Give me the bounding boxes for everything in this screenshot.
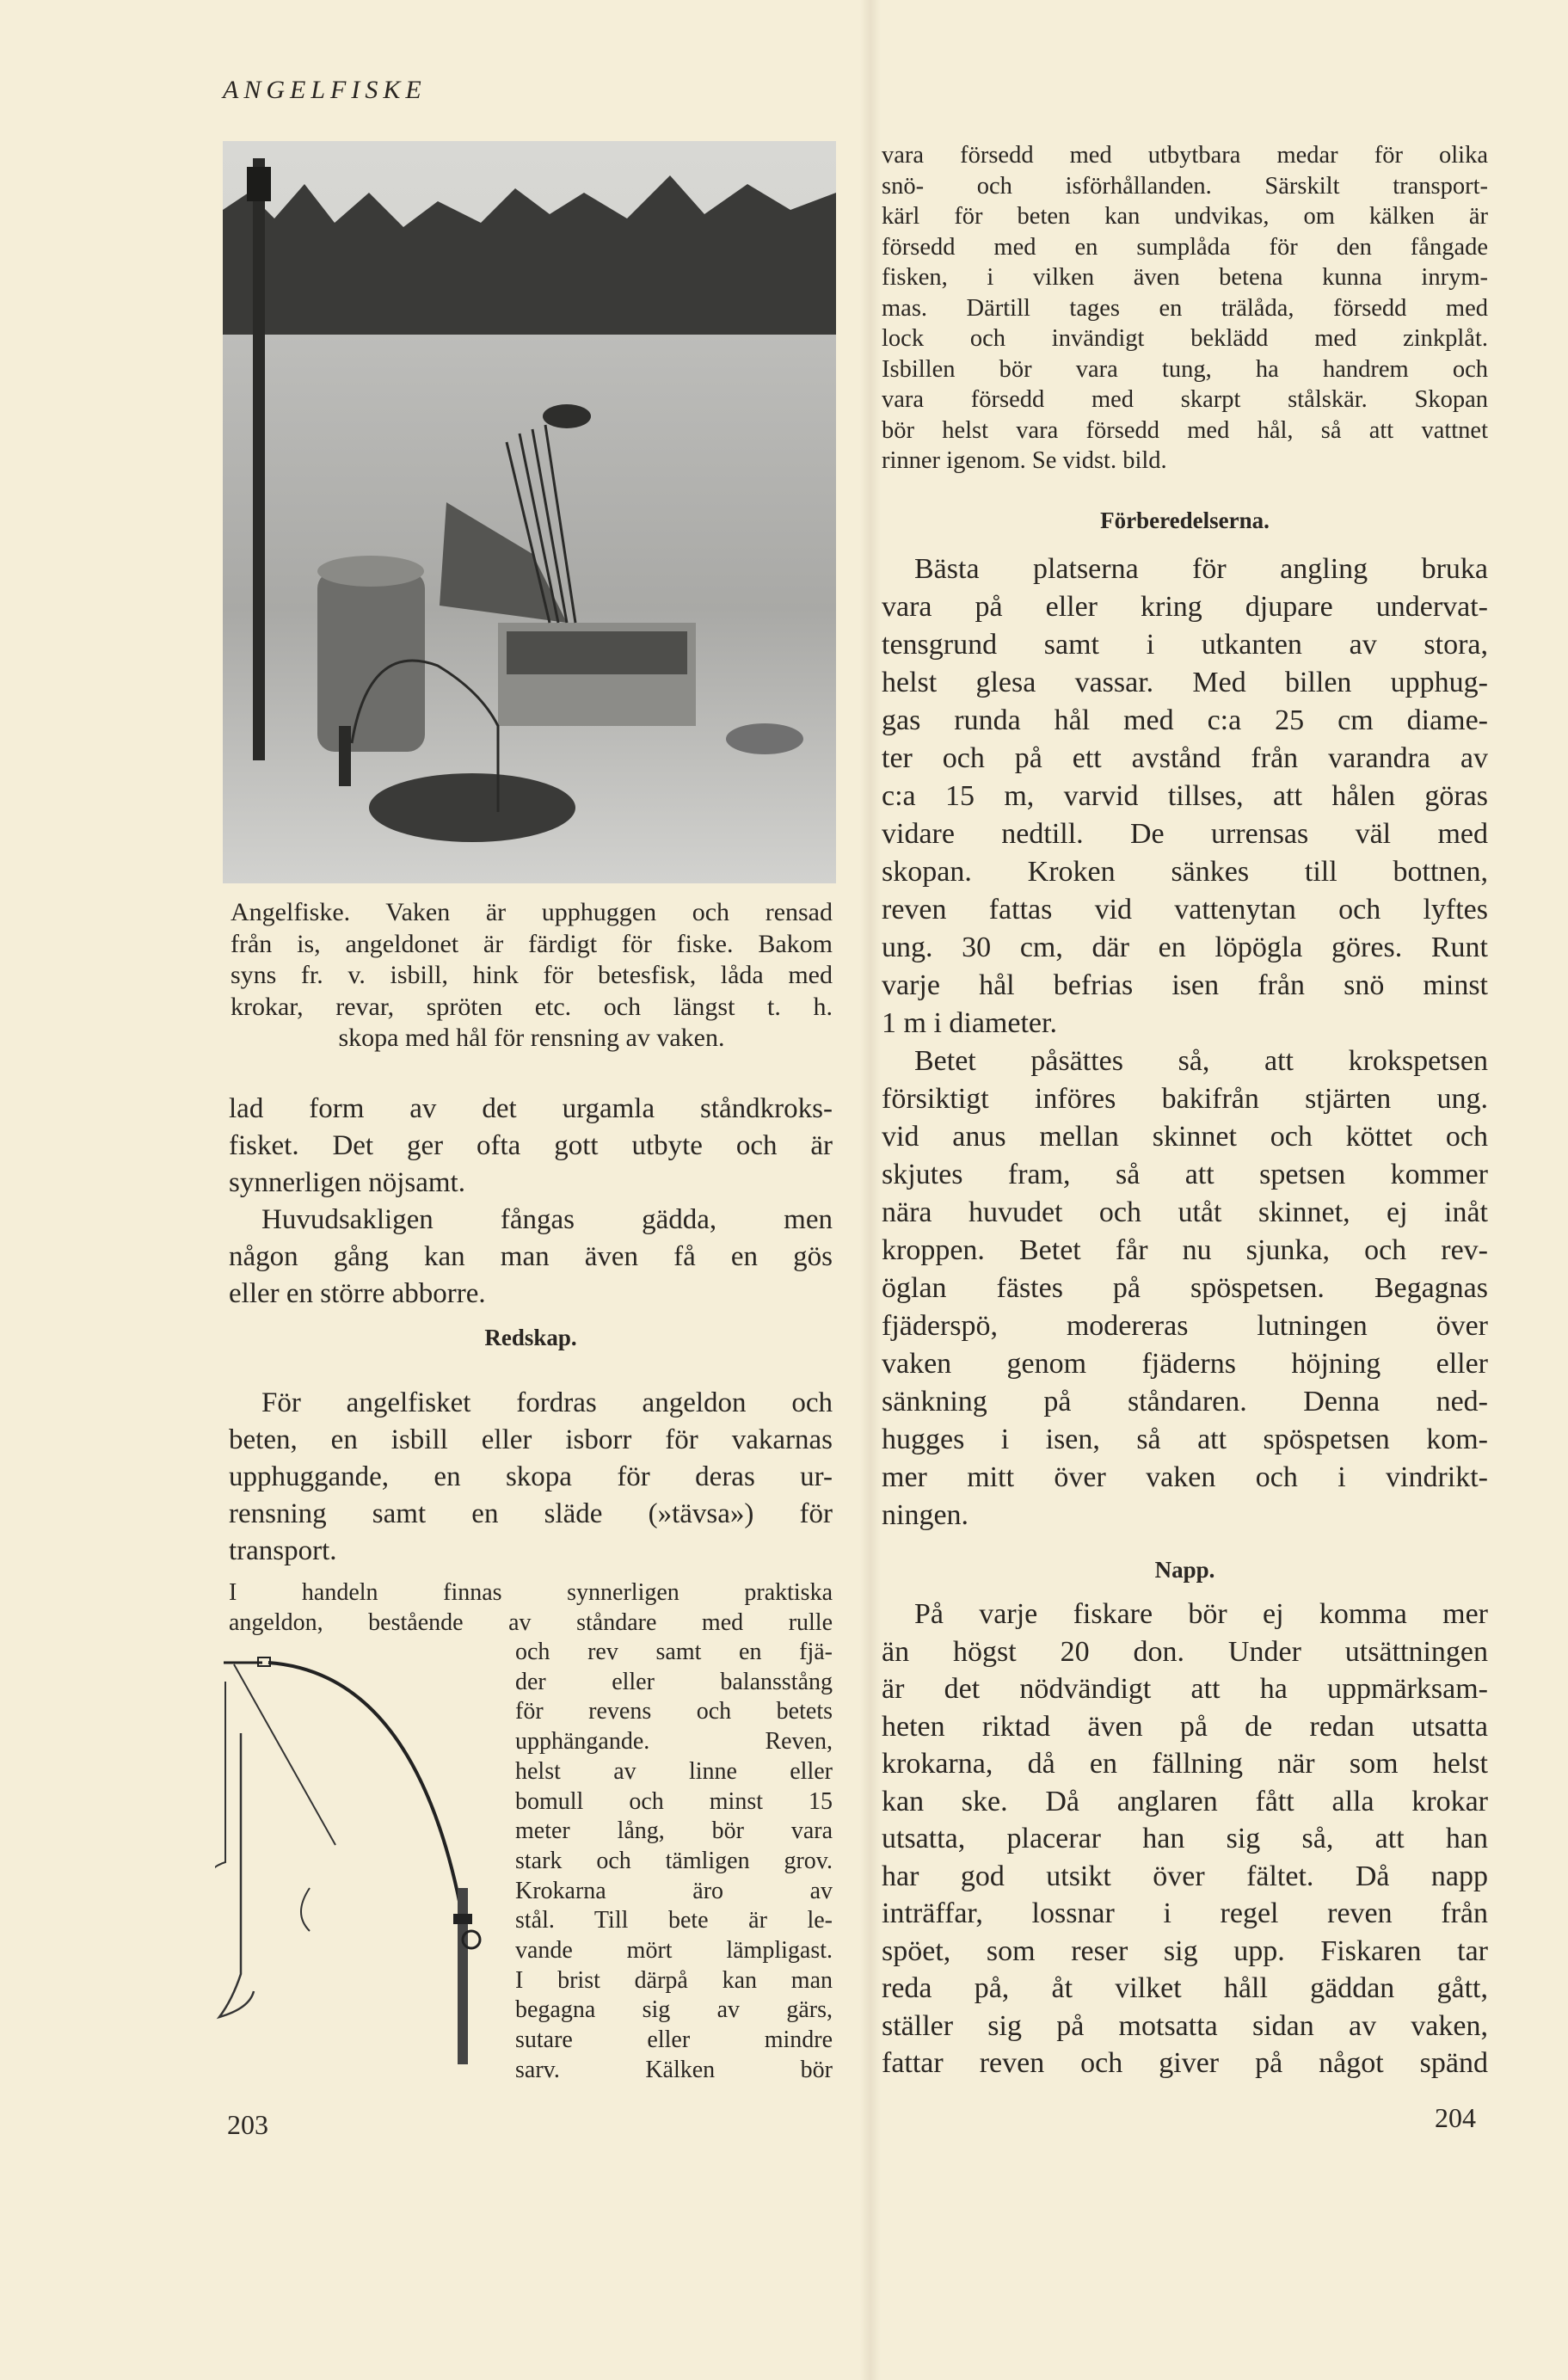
text-line: och rev samt en fjä- — [515, 1639, 833, 1665]
text-line: Bästa platserna för angling bruka — [914, 553, 1488, 585]
text-line: För angelfisket fordras angeldon och — [261, 1387, 833, 1418]
text-line: ter och på ett avstånd från varandra av — [882, 742, 1488, 774]
text-line: heten riktad även på de redan utsatta — [882, 1710, 1488, 1743]
napp-paragraph — [882, 1596, 1488, 2082]
text-line: ningen. — [882, 1499, 969, 1531]
text-line: transport. — [229, 1535, 337, 1566]
text-line: snö- och isförhållanden. Särskilt transport- — [882, 172, 1488, 200]
text-line: I handeln finnas synnerligen praktiska — [229, 1579, 833, 1606]
paragraph — [882, 1042, 1488, 1534]
text-line: lad form av det urgamla ståndkroks- — [229, 1093, 833, 1124]
text-line: nära huvudet och utåt skinnet, ej inåt — [882, 1196, 1488, 1228]
paragraph — [882, 550, 1488, 1042]
text-line: Betet påsättes så, att krokspetsen — [914, 1045, 1488, 1077]
text-line: upphuggande, en skopa för deras ur- — [229, 1461, 833, 1492]
text-line: ställer sig på motsatta sidan av vaken, — [882, 2009, 1488, 2042]
text-line: meter lång, bör vara — [515, 1817, 833, 1845]
intro-text — [229, 1091, 833, 1313]
text-line: vara på eller kring djupare undervat- — [882, 591, 1488, 623]
text-line: begagna sig av gärs, — [515, 1996, 833, 2024]
text-line: Angelfiske. Vaken är upphuggen och rensad — [231, 898, 833, 926]
section-heading-redskap: Redskap. — [484, 1325, 577, 1350]
text-line: lock och invändigt beklädd med zinkplåt. — [882, 325, 1488, 352]
ice-fishing-photo — [223, 141, 836, 883]
text-line: stål. Till bete är le- — [515, 1907, 833, 1934]
text-line: någon gång kan man även få en gös — [229, 1241, 833, 1272]
text-line: beten, en isbill eller isborr för vakarnas — [229, 1424, 833, 1455]
text-line: kroppen. Betet får nu sjunka, och rev- — [882, 1234, 1488, 1266]
photo-caption — [231, 897, 833, 1055]
sled-text — [882, 140, 1488, 477]
text-line: syns fr. v. isbill, hink för betesfisk, låda med — [231, 961, 833, 989]
text-line: krokar, revar, spröten etc. och längst t. h. — [231, 992, 833, 1021]
text-line: rinner igenom. Se vidst. bild. — [882, 447, 1167, 474]
page-number-right: 204 — [1435, 2102, 1476, 2133]
text-line: vara försedd med skarpt stålskär. Skopan — [882, 386, 1488, 413]
text-line: synnerligen nöjsamt. — [229, 1167, 465, 1198]
text-line: skopa med hål för rensning av vaken. — [338, 1024, 725, 1052]
text-line: försedd med en sumplåda för den fångade — [882, 233, 1488, 261]
text-line: krokarna, då en fällning när som helst — [882, 1748, 1488, 1780]
text-line: 1 m i diameter. — [882, 1007, 1057, 1039]
running-title: ANGELFISKE — [223, 76, 427, 104]
text-line: har god utsikt över fältet. Då napp — [882, 1860, 1488, 1892]
fishing-rod-illustration — [215, 1656, 507, 2086]
text-line: eller en större abborre. — [229, 1278, 486, 1309]
text-line: mer mitt över vaken och i vindrikt- — [882, 1461, 1488, 1493]
section-heading-forberedelserna: Förberedelserna. — [1100, 507, 1270, 533]
equipment-text-narrow — [515, 1638, 833, 2086]
text-line: sänkning på ståndaren. Denna ned- — [882, 1386, 1488, 1418]
text-line: angeldon, bestående av ståndare med rulle — [229, 1608, 833, 1636]
forberedelser-text — [882, 550, 1488, 1534]
text-line: På varje fiskare bör ej komma mer — [914, 1598, 1488, 1630]
text-line: kan ske. Då anglaren fått alla krokar — [882, 1785, 1488, 1817]
text-line: vaken genom fjäderns höjning eller — [882, 1348, 1488, 1380]
text-line: tensgrund samt i utkanten av stora, — [882, 629, 1488, 661]
text-line: Isbillen bör vara tung, ha handrem och — [882, 355, 1488, 383]
text-line: för revens och betets — [515, 1698, 833, 1725]
text-line: skopan. Kroken sänkes till bottnen, — [882, 856, 1488, 888]
page-number-left: 203 — [227, 2109, 268, 2140]
text-line: Krokarna äro av — [515, 1877, 833, 1904]
text-line: helst av linne eller — [515, 1757, 833, 1785]
text-line: än högst 20 don. Under utsättningen — [882, 1635, 1488, 1668]
section-heading-napp: Napp. — [1154, 1557, 1215, 1583]
text-line: vara försedd med utbytbara medar för olika — [882, 142, 1488, 169]
text-line: är det nödvändigt att ha uppmärksam- — [882, 1673, 1488, 1705]
text-line: varje hål befrias isen från snö minst — [882, 969, 1488, 1001]
text-line: stark och tämligen grov. — [515, 1847, 833, 1874]
text-line: fjäderspö, modereras lutningen över — [882, 1310, 1488, 1342]
paragraph — [229, 1202, 833, 1313]
text-line: skjutes fram, så att spetsen kommer — [882, 1159, 1488, 1190]
text-line: bör helst vara försedd med hål, så att vattnet — [882, 416, 1488, 444]
text-line: rensning samt en släde (»tävsa») för — [229, 1498, 833, 1529]
text-line: försiktigt införes bakifrån stjärten ung. — [882, 1083, 1488, 1115]
text-line: Huvudsakligen fångas gädda, men — [261, 1204, 833, 1235]
text-line: hugges i isen, så att spöspetsen kom- — [882, 1424, 1488, 1455]
book-gutter — [860, 0, 881, 2380]
text-line: utsatta, placerar han sig så, att han — [882, 1823, 1488, 1854]
text-line: mas. Därtill tages en trälåda, försedd med — [882, 294, 1488, 322]
text-line: helst glesa vassar. Med billen upphug- — [882, 667, 1488, 698]
text-line: upphängande. Reven, — [515, 1728, 833, 1756]
paragraph — [229, 1091, 833, 1202]
text-line: reda på, åt vilket håll gäddan gått, — [882, 1972, 1488, 2004]
text-line: vid anus mellan skinnet och köttet och — [882, 1121, 1488, 1153]
text-line: vidare nedtill. De urrensas väl med — [882, 818, 1488, 850]
equipment-text-full — [229, 1578, 833, 1638]
text-line: fattar reven och giver på något spänd — [882, 2047, 1488, 2079]
text-line: fisken, i vilken även betena kunna inrym- — [882, 264, 1488, 291]
text-line: inträffar, lossnar i regel reven från — [882, 1897, 1488, 1929]
text-line: der eller balansstång — [515, 1668, 833, 1695]
text-line: från is, angeldonet är färdigt för fiske. Bakom — [231, 929, 833, 958]
text-line: spöet, som reser sig upp. Fiskaren tar — [882, 1934, 1488, 1967]
text-line: vande mört lämpligast. — [515, 1937, 833, 1965]
text-line: c:a 15 m, varvid tillses, att hålen göras — [882, 780, 1488, 812]
text-line: bomull och minst 15 — [515, 1787, 833, 1815]
text-line: fisket. Det ger ofta gott utbyte och är — [229, 1130, 833, 1161]
text-line: sutare eller mindre — [515, 2026, 833, 2054]
text-line: gas runda hål med c:a 25 cm diame- — [882, 704, 1488, 736]
text-line: I brist därpå kan man — [515, 1966, 833, 1994]
text-line: reven fattas vid vattenytan och lyftes — [882, 894, 1488, 926]
text-line: sarv. Kälken bör — [515, 2056, 833, 2083]
text-line: kärl för beten kan undvikas, om kälken är — [882, 203, 1488, 230]
text-line: ung. 30 cm, där en löpögla göres. Runt — [882, 932, 1488, 963]
text-line: öglan fästes på spöspetsen. Begagnas — [882, 1272, 1488, 1304]
redskap-paragraph — [229, 1385, 833, 1570]
